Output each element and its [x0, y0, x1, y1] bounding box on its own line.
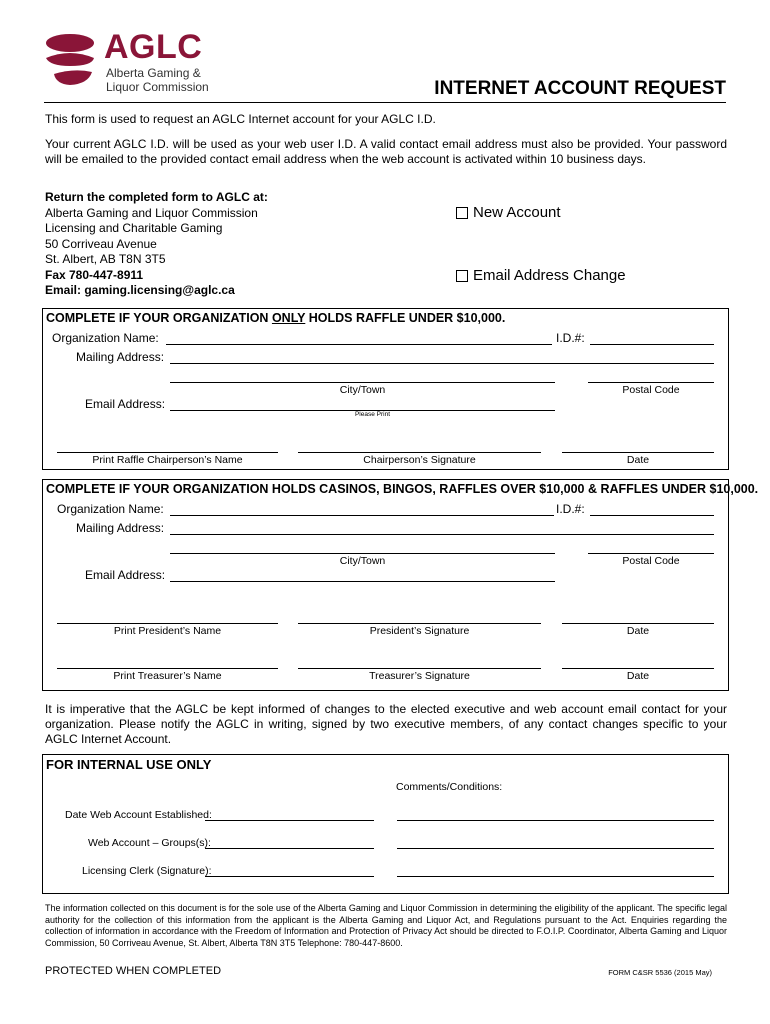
s1-postal-caption: Postal Code	[622, 384, 680, 396]
s1-please-print: Please Print	[354, 411, 391, 418]
aglc-logo-line2: Liquor Commission	[106, 80, 209, 94]
privacy-note: The information collected on this document is for the sole use of the Alberta Gaming and Liquor Commission in determining the eligibility of the applicant. The specific legal authority for the collection of this information from the applicant is the Alberta Gaming and Liquor Act, and Regulations pursuant to the Act. Enquiries regarding the collection of information in accordance with the Freedom of Information and Protection of Privacy Act should be directed to F.O.I.P. Coordinator, Alberta Gaming and Liquor Commission, 50 Corriveau Avenue, St. Albert, Alberta T8N 3T5 Telephone: 780-447-8600.	[45, 903, 727, 948]
s2-treas-date-caption: Date	[626, 670, 650, 682]
s1-city-caption: City/Town	[339, 384, 386, 396]
intro-line-1: This form is used to request an AGLC Internet account for your AGLC I.D.	[45, 112, 436, 126]
established-input[interactable]	[205, 820, 374, 821]
s1-id-label: I.D.#:	[556, 331, 585, 345]
s2-postal-input[interactable]	[588, 553, 714, 554]
new-account-checkbox[interactable]	[456, 207, 468, 219]
s1-org-name-label: Organization Name:	[52, 331, 159, 345]
s2-pres-sign-caption: President’s Signature	[369, 625, 470, 637]
return-line-1: Alberta Gaming and Liquor Commission	[45, 205, 258, 220]
groups-label: Web Account – Groups(s):	[88, 837, 211, 849]
s1-mailing-input[interactable]	[170, 363, 714, 364]
s1-chair-sign-input[interactable]	[298, 452, 541, 453]
s2-id-label: I.D.#:	[556, 502, 585, 516]
clerk-label: Licensing Clerk (Signature):	[82, 865, 212, 877]
s2-treas-sign-input[interactable]	[298, 668, 541, 669]
email-change-label: Email Address Change	[473, 267, 626, 284]
s2-postal-caption: Postal Code	[622, 555, 680, 567]
protected-label: PROTECTED WHEN COMPLETED	[45, 965, 222, 977]
comments-line-1[interactable]	[397, 820, 714, 821]
s2-treas-name-input[interactable]	[57, 668, 278, 669]
s2-email-input[interactable]	[170, 581, 555, 582]
form-number: FORM C&SR 5536 (2015 May)	[608, 968, 712, 977]
section1-heading-only: ONLY	[271, 311, 306, 325]
s2-treas-name-caption: Print Treasurer’s Name	[113, 670, 222, 682]
s2-treas-sign-caption: Treasurer’s Signature	[369, 670, 470, 682]
s2-org-name-label: Organization Name:	[57, 502, 164, 516]
comments-line-3[interactable]	[397, 876, 714, 877]
form-title: INTERNET ACCOUNT REQUEST	[434, 78, 726, 99]
return-line-4: St. Albert, AB T8N 3T5	[45, 252, 166, 266]
s1-date-input[interactable]	[562, 452, 714, 453]
aglc-logo-abbr: AGLC	[104, 28, 203, 66]
s1-chair-name-caption: Print Raffle Chairperson’s Name	[92, 454, 243, 466]
internal-heading: FOR INTERNAL USE ONLY	[46, 757, 212, 772]
email-change-checkbox[interactable]	[456, 270, 468, 282]
imperative-notice: It is imperative that the AGLC be kept informed of changes to the elected executive and web account email contact for your organization. Please notify the AGLC in writing, signed by two executive members, of any contact changes specific to your AGLC Internet Account.	[45, 702, 727, 746]
s2-treas-date-input[interactable]	[562, 668, 714, 669]
return-email: Email: gaming.licensing@aglc.ca	[45, 283, 235, 297]
aglc-logo-line1: Alberta Gaming &	[106, 66, 201, 80]
s2-id-input[interactable]	[590, 515, 714, 516]
s1-email-label: Email Address:	[85, 397, 166, 411]
s2-pres-date-input[interactable]	[562, 623, 714, 624]
clerk-input[interactable]	[205, 876, 374, 877]
section1-heading-post: HOLDS RAFFLE UNDER $10,000.	[305, 311, 506, 325]
s2-city-caption: City/Town	[339, 555, 386, 567]
s1-chair-sign-caption: Chairperson’s Signature	[363, 454, 476, 466]
established-label: Date Web Account Established:	[65, 809, 212, 821]
s2-mailing-label: Mailing Address:	[76, 521, 165, 535]
section1-heading-pre: COMPLETE IF YOUR ORGANIZATION	[46, 311, 272, 325]
s2-org-name-input[interactable]	[170, 515, 554, 516]
s2-email-label: Email Address:	[85, 568, 166, 582]
s1-org-name-input[interactable]	[166, 344, 552, 345]
s2-pres-date-caption: Date	[626, 625, 650, 637]
aglc-logo	[40, 30, 210, 94]
s2-mailing-input[interactable]	[170, 534, 714, 535]
s2-pres-sign-input[interactable]	[298, 623, 541, 624]
s1-date-caption: Date	[626, 454, 650, 466]
s2-city-input[interactable]	[170, 553, 555, 554]
s2-pres-name-input[interactable]	[57, 623, 278, 624]
return-address	[45, 190, 268, 299]
groups-input[interactable]	[205, 848, 374, 849]
comments-label: Comments/Conditions:	[396, 781, 503, 793]
aglc-logo-mark	[40, 30, 100, 90]
intro-line-2: Your current AGLC I.D. will be used as your web user I.D. A valid contact email address must also be provided. Your password will be emailed to the provided contact email address when the web account is activated within 10 business days.	[45, 137, 727, 166]
section1-heading	[46, 311, 505, 325]
return-heading: Return the completed form to AGLC at:	[45, 190, 268, 204]
return-line-3: 50 Corriveau Avenue	[45, 236, 157, 251]
section2-heading: COMPLETE IF YOUR ORGANIZATION HOLDS CASINOS, BINGOS, RAFFLES OVER $10,000 & RAFFLES UNDER $10,000.	[46, 482, 759, 496]
s1-chair-name-input[interactable]	[57, 452, 278, 453]
comments-line-2[interactable]	[397, 848, 714, 849]
return-line-2: Licensing and Charitable Gaming	[45, 221, 223, 235]
return-fax: Fax 780-447-8911	[45, 267, 144, 282]
title-rule	[44, 102, 726, 103]
new-account-label: New Account	[473, 204, 561, 221]
s1-id-input[interactable]	[590, 344, 714, 345]
s2-pres-name-caption: Print President’s Name	[113, 625, 222, 637]
s1-city-input[interactable]	[170, 382, 555, 383]
s1-mailing-label: Mailing Address:	[76, 350, 165, 364]
s1-postal-input[interactable]	[588, 382, 714, 383]
